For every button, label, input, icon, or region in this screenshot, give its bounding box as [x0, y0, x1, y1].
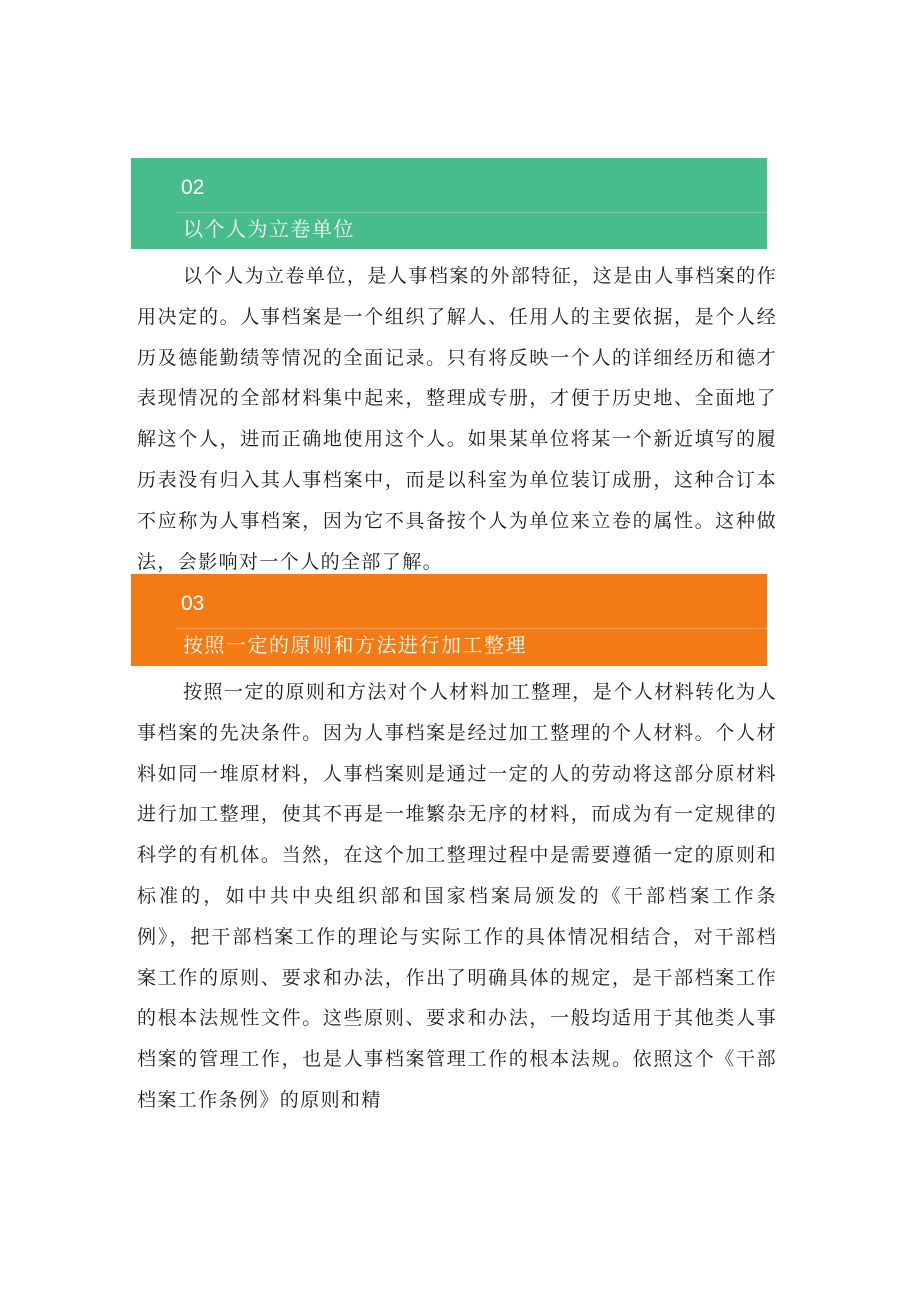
section-03-number: 03 — [181, 592, 205, 615]
section-02-number: 02 — [181, 176, 205, 199]
section-02-banner — [131, 158, 767, 249]
section-03-title: 按照一定的原则和方法进行加工整理 — [183, 633, 527, 657]
section-02-divider — [176, 212, 767, 213]
section-03-banner — [131, 574, 767, 666]
section-03-divider — [176, 628, 767, 629]
section-02-paragraph: 以个人为立卷单位，是人事档案的外部特征，这是由人事档案的作用决定的。人事档案是一个组织了解人、任用人的主要依据，是个人经历及德能勤绩等情况的全面记录。只有将反映一个人的详细经历和德才表现情况的全部材料集中起来，整理成专册，才便于历史地、全面地了解这个人，进而正确地使用这个人。如果某单位将某一个新近填写的履历表没有归入其人事档案中，而是以科室为单位装订成册，这种合订本不应称为人事档案，因为它不具备按个人为单位来立卷的属性。这种做法，会影响对一个人的全部了解。 — [137, 265, 777, 573]
section-02-title: 以个人为立卷单位 — [183, 217, 355, 241]
section-03-paragraph: 按照一定的原则和方法对个人材料加工整理，是个人材料转化为人事档案的先决条件。因为人事档案是经过加工整理的个人材料。个人材料如同一堆原材料，人事档案则是通过一定的人的劳动将这部分原材料进行加工整理，使其不再是一堆繁杂无序的材料，而成为有一定规律的科学的有机体。当然，在这个加工整理过程中是需要遵循一定的原则和标准的，如中共中央组织部和国家档案局颁发的《干部档案工作条例》，把干部档案工作的理论与实际工作的具体情况相结合，对干部档案工作的原则、要求和办法，作出了明确具体的规定，是干部档案工作的根本法规性文件。这些原则、要求和办法，一般均适用于其他类人事档案的管理工作，也是人事档案管理工作的根本法规。依照这个《干部档案工作条例》的原则和精 — [137, 681, 777, 1111]
